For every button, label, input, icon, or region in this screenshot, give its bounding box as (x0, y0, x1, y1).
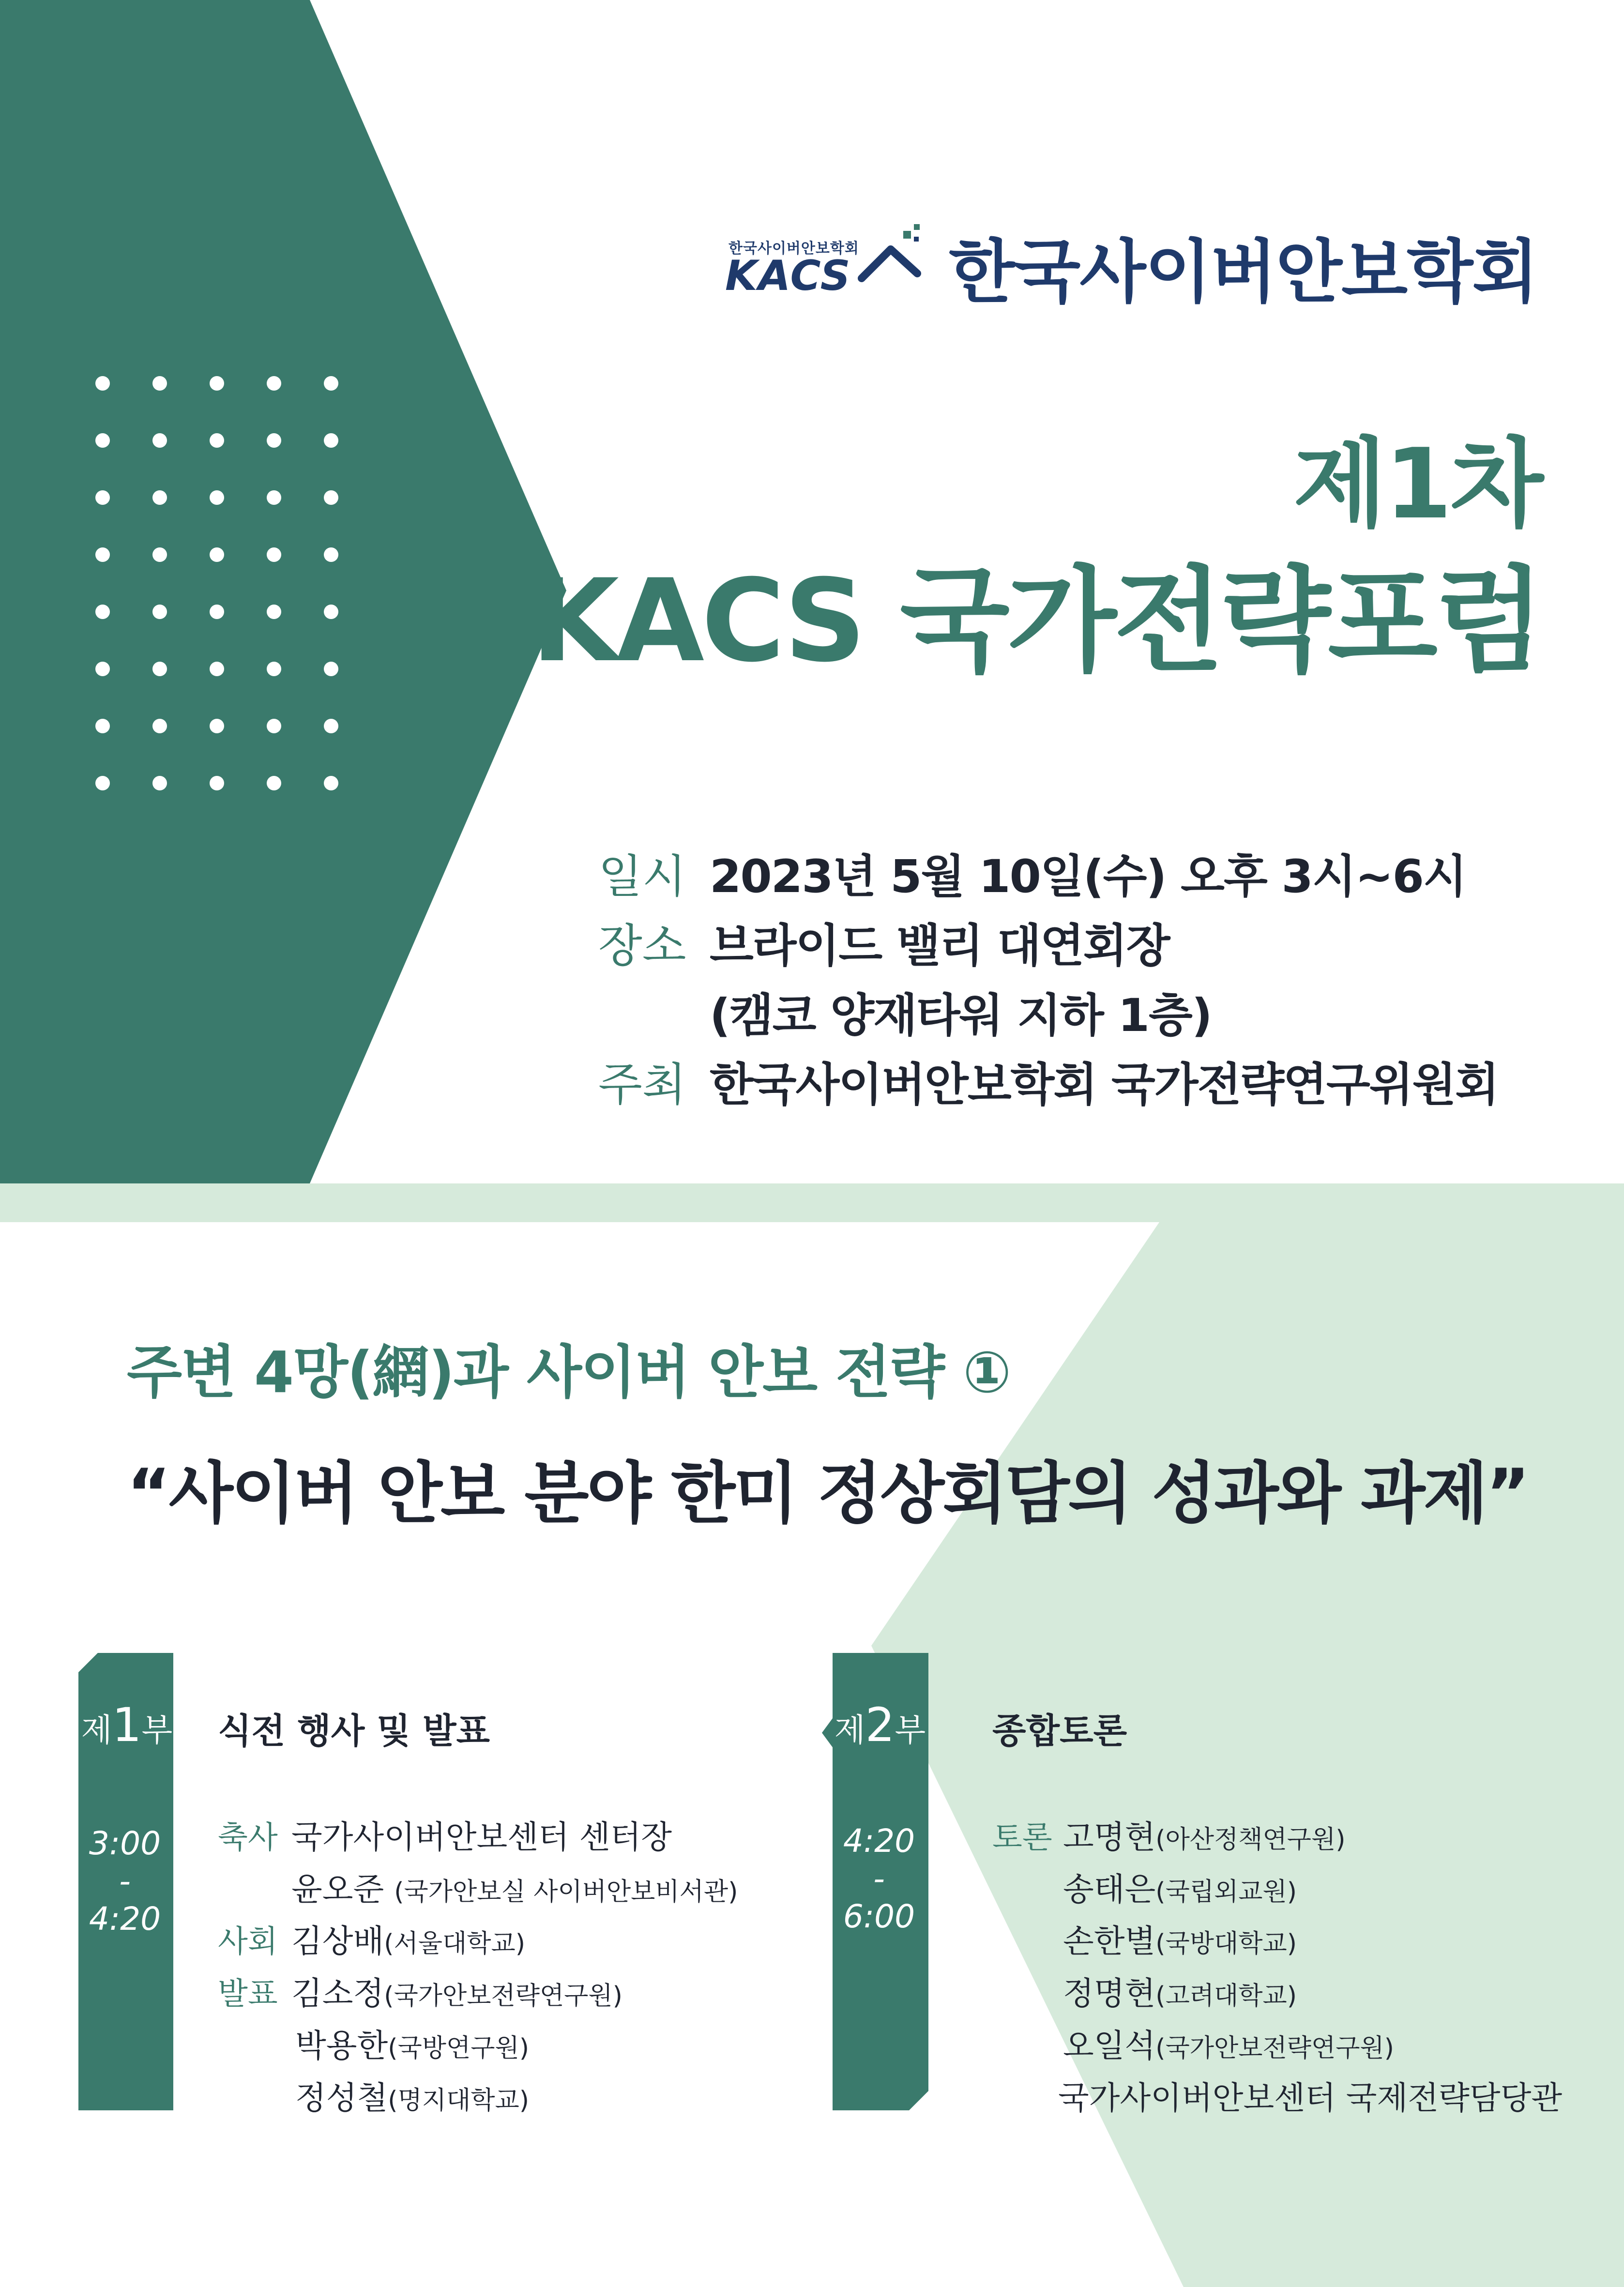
decoration-dot (152, 719, 167, 733)
decoration-dot (267, 376, 281, 391)
info-host-label: 주최 (598, 1059, 686, 1111)
decoration-dot (210, 776, 224, 790)
decoration-dot (210, 662, 224, 676)
forum-theme-quote: “사이버 안보 분야 한미 정상회담의 성과와 과제” (127, 1454, 1528, 1532)
info-date-label: 일시 (598, 850, 686, 903)
session2-entry-6: 국가사이버안보센터 국제전략담당관 (1058, 2079, 1563, 2117)
decoration-dot (95, 662, 110, 676)
decoration-dot (95, 376, 110, 391)
decoration-dot (210, 605, 224, 619)
decoration-dot (210, 719, 224, 733)
info-date-value: 2023년 5월 10일(수) 오후 3시~6시 (710, 850, 1466, 903)
decoration-dot (324, 376, 338, 391)
decoration-dot (267, 490, 281, 505)
decoration-dot (152, 433, 167, 448)
decoration-dot (324, 433, 338, 448)
logo-wordmark: KACS (725, 252, 851, 300)
session2-heading: 종합토론 (992, 1711, 1127, 1751)
session2-time (831, 1822, 927, 1936)
decoration-dot (267, 605, 281, 619)
decoration-dot (267, 662, 281, 676)
info-venue-value: 브라이드 밸리 대연회장 (710, 920, 1169, 972)
session1-entry-3: 김상배(서울대학교) (291, 1923, 526, 1960)
session2-role-discussion: 토론 (992, 1820, 1052, 1856)
session2-time-end: 6:00 (843, 1898, 915, 1935)
decoration-dot (152, 605, 167, 619)
decoration-dot (324, 719, 338, 733)
session1-role-presenter: 발표 (218, 1976, 278, 2012)
info-venue-detail: (캠코 양재타워 지하 1층) (710, 989, 1212, 1042)
decoration-dot (210, 547, 224, 562)
session1-time-end: 4:20 (89, 1900, 161, 1938)
decoration-dot (152, 490, 167, 505)
decoration-dot (324, 662, 338, 676)
session1-part-label: 제1부 (81, 1698, 173, 1752)
session2-entry-5: 오일석(국가안보전략연구원) (1063, 2027, 1394, 2064)
logo-house-icon (857, 220, 925, 293)
decoration-dot (324, 776, 338, 790)
info-venue-label: 장소 (598, 920, 686, 972)
decoration-dot (267, 719, 281, 733)
decoration-dot (210, 433, 224, 448)
decoration-dot (267, 433, 281, 448)
decoration-dot (95, 605, 110, 619)
session2-part-label: 제2부 (834, 1698, 926, 1752)
logo-small-text: 한국사이버안보학회 (729, 240, 859, 257)
green-arrow-shape (0, 0, 566, 1183)
session1-entry-6: 정성철(명지대학교) (295, 2079, 530, 2117)
session2-time-dash: - (873, 1860, 885, 1897)
decoration-dot (95, 719, 110, 733)
decoration-dot (95, 433, 110, 448)
decoration-dot (95, 547, 110, 562)
session1-role-moderator: 사회 (218, 1924, 278, 1960)
session1-time (76, 1825, 173, 1938)
decoration-dot (324, 490, 338, 505)
decoration-dot (152, 776, 167, 790)
session1-time-start: 3:00 (89, 1825, 161, 1862)
info-host-value: 한국사이버안보학회 국가전략연구위원회 (710, 1059, 1499, 1111)
forum-title: KACS 국가전략포럼 (531, 555, 1542, 687)
session1-heading: 식전 행사 및 발표 (218, 1711, 490, 1751)
decoration-dot (324, 605, 338, 619)
decoration-dot (267, 776, 281, 790)
edition-title: 제1차 (1293, 428, 1542, 541)
decoration-dot (152, 662, 167, 676)
session1-entry-4: 김소정(국가안보전략연구원) (291, 1975, 622, 2012)
session1-role-congrats: 축사 (218, 1820, 278, 1856)
session2-entry-2: 송태은(국립외교원) (1063, 1871, 1297, 1908)
session2-entry-3: 손한별(국방대학교) (1063, 1923, 1297, 1960)
session1-entry-1: 국가사이버안보센터 센터장 (291, 1818, 672, 1856)
decoration-dot (152, 547, 167, 562)
decoration-dot (210, 376, 224, 391)
session1-time-dash: - (119, 1863, 131, 1900)
session2-entry-1: 고명현(아산정책연구원) (1063, 1818, 1346, 1856)
decoration-dot (210, 490, 224, 505)
session1-entry-5: 박용한(국방연구원) (295, 2027, 530, 2064)
session2-time-start: 4:20 (843, 1822, 915, 1860)
decoration-dot (267, 547, 281, 562)
org-title: 한국사이버안보학회 (949, 232, 1538, 312)
decoration-dot (95, 490, 110, 505)
decoration-dot (324, 547, 338, 562)
decoration-dot (152, 376, 167, 391)
session2-entry-4: 정명현(고려대학교) (1063, 1975, 1297, 2012)
decoration-dot (95, 776, 110, 790)
session1-entry-2: 윤오준 (국가안보실 사이버안보비서관) (291, 1871, 738, 1908)
series-subtitle: 주변 4망(網)과 사이버 안보 전략 ① (127, 1339, 1011, 1406)
